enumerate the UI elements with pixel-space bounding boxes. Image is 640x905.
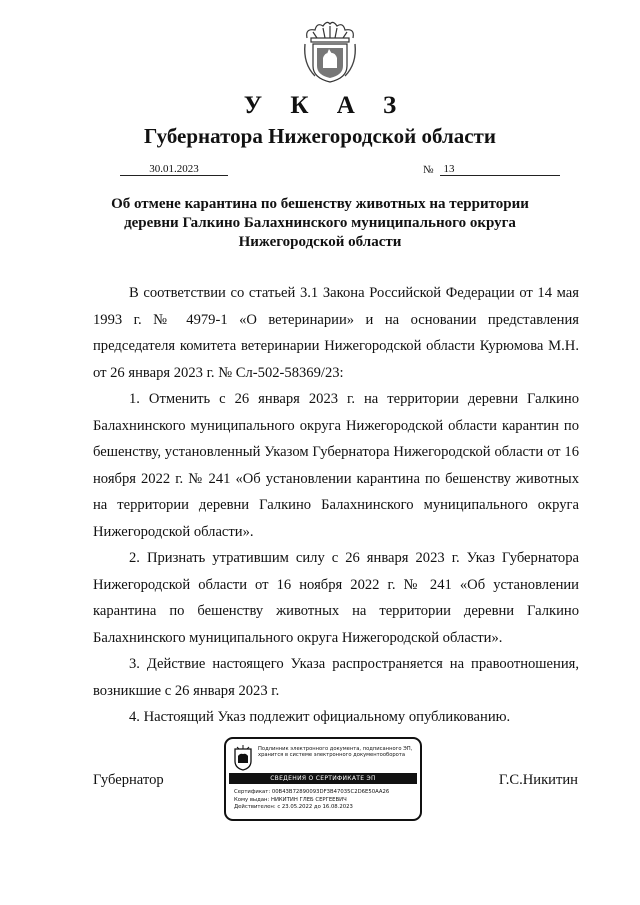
document-number-line — [423, 163, 560, 176]
signatory-position: Губернатор — [93, 772, 164, 788]
certificate-owner: Кому выдан: НИКИТИН ГЛЕБ СЕРГЕЕВИЧ — [234, 796, 347, 803]
stamp-details — [234, 789, 389, 812]
subject-line: Нижегородской области — [238, 234, 402, 250]
number-label: № — [423, 164, 434, 176]
signatory-name: Г.С.Никитин — [498, 772, 578, 788]
certificate-number: Сертификат: 00B43B72890093DF3B47035C2D6E50AA26 — [234, 789, 390, 795]
document-type-title: У К А З — [243, 92, 408, 119]
stamp-header-bar: СВЕДЕНИЯ О СЕРТИФИКАТЕ ЭП — [229, 773, 417, 784]
document-number: 13 — [440, 163, 560, 176]
stamp-note — [258, 746, 418, 759]
issuer-title: Губернатора Нижегородской области — [144, 124, 496, 148]
subject-line: деревни Галкино Балахнинского муниципального округа — [124, 215, 516, 231]
document-body — [93, 280, 579, 731]
stamp-note-line: хранится в системе электронного документооборота — [258, 752, 406, 759]
certificate-validity: Действителен: с 23.05.2022 до 16.08.2023 — [234, 804, 353, 810]
region-emblem-icon — [233, 745, 253, 771]
clause-paragraph: 1. Отменить с 26 января 2023 г. на территории деревни Галкино Балахнинского муниципального округа Нижегородской области карантин по бешенству, установленный Указом Губернатора Нижегородской области от 16 ноября 2022 г. № 241 «Об установлении карантина по бешенству животных на территории деревни Галкино Балахнинского муниципального округа Нижегородской области». — [93, 391, 579, 540]
coat-of-arms-icon — [301, 18, 359, 86]
preamble-paragraph: В соответствии со статьей 3.1 Закона Российской Федерации от 14 мая 1993 г. № 4979-1 «О ветеринарии» и на основании представления председателя комитета ветеринарии Нижегородской области Курюмова М.Н. от 26 января 2023 г. № Сл-502-58369/23: — [93, 285, 579, 381]
document-subject — [60, 195, 580, 252]
electronic-signature-stamp — [224, 737, 422, 821]
clause-paragraph: 2. Признать утратившим силу с 26 января 2023 г. Указ Губернатора Нижегородской области от 16 ноября 2022 г. № 241 «Об установлении карантина по бешенству животных на территории деревни Галкино Балахнинского муниципального округа Нижегородской области». — [93, 550, 579, 646]
subject-line: Об отмене карантина по бешенству животных на территории — [111, 196, 529, 212]
document-date: 30.01.2023 — [120, 163, 228, 176]
stamp-note-line: Подлинник электронного документа, подписанного ЭП, — [258, 746, 413, 752]
clause-paragraph: 3. Действие настоящего Указа распространяется на правоотношения, возникшие с 26 января 2023 г. — [93, 656, 579, 699]
clause-paragraph: 4. Настоящий Указ подлежит официальному опубликованию. — [129, 709, 511, 725]
